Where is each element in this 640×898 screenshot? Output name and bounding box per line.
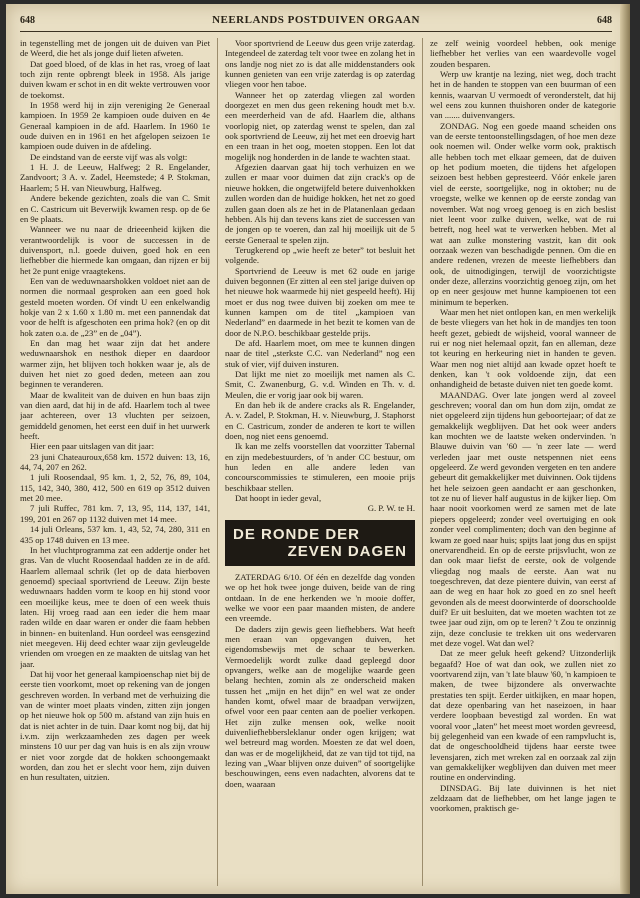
paragraph: ZONDAG. Nog een goede maand scheiden ons van de eerste tentoonstellingsdagen, of hoe men deze ook noemen wil. Onder welke vorm ook, praktisch alle hebben toch met elkaar gemeen, dat de duiven op het podium moeten, die tijdens het afgelopen seizoen best hebben gepresteerd. Vóór enkele jaren viel de eerste, soortgelijke, nog in oktober; nu de vroegste, welke we kennen op de eerste zondag van november. Wat nog vroeg genoeg is en zich beslist niet leent voor zulke duiven, welke, wat de rui betreft, nog heel wat te verwerken hebben. Met al wat aan zulke monstering vastzit, kan dit ook oorzaak wezen van beschadigde pennen. Om die en andere redenen, vrezen de meeste liefhebbers dan ook, de uitnodigingen, terwijl de voorzichtigste onder deze, allerzins voorzichtig genoeg zijn, om het op en neer gesjouw met hunne kampioenen tot een minimum te beperken.	[430, 120, 616, 307]
result-line: 1 juli Roosendaal, 95 km. 1, 2, 52, 76, 89, 104, 115, 142, 340, 380, 412, 500 en 619 op 3512 duiven met 20 mee.	[20, 472, 210, 504]
page-number-right: 648	[596, 15, 612, 26]
paragraph: Dat hij voor het generaal kampioenschap niet bij de eerste tien voorkomt, moet op rekening van de jongen geschreven worden. In verband met de verhuizing die van de winter moet plaats vinden, zitten zijn jongen op het nieuwe hok op 500 m. afstand van zijn huis en dat is niet achter in de tuin. Daar komt nog bij, dat hij i.v.m. zijn werkzaamheden zes dagen per week minstens 10 uur per dag van huis is en als zijn vrouw er niet voor zorgde dat de hokken schoongemaakt worden, dan zou het er slecht voor hem, zijn duiven en hun resultaten, uitzien.	[20, 668, 210, 783]
paragraph: Hier een paar uitslagen van dit jaar:	[30, 441, 154, 452]
publication-title: NEERLANDS POSTDUIVEN ORGAAN	[212, 14, 420, 26]
column-divider	[217, 38, 218, 886]
paragraph: En dan heb ik de andere cracks als R. Engelander, A. v. Zadel, P. Stokman, H. v. Nieuwburg, J. Staphorst en C. Castricum, zonder de anderen te kort te willen doen, nog niet eens genoemd.	[225, 400, 415, 442]
paragraph: De afd. Haarlem moet, om mee te kunnen dingen naar de titel „sterkste C.C. van Nederland” nog een stuk of vier, vijf duiven insturen.	[225, 337, 415, 369]
result-line: 23 juni Chateauroux,658 km. 1572 duiven: 13, 16, 44, 74, 207 en 262.	[20, 451, 210, 473]
paragraph: 1 H. J. de Leeuw, Halfweg; 2 R. Engelander, Zandvoort; 3 A. v. Zadel, Heemstede; 4 P. Stokman, Haarlem; 5 H. van Nieuwburg, Halfweg.	[20, 162, 210, 193]
section-heading-box	[225, 520, 415, 566]
paragraph: Dat goed bloed, of de klas in het ras, vroeg of laat toch zijn rente opbrengt bleek in 1958. Als jarige duiven kwam er schot in en dit wekte vertrouwen voor de toekomst.	[20, 58, 210, 100]
paragraph: Een van de weduwnaarshokken voldoet niet aan de normen die normaal gesproken aan een goed hok gesteld moeten worden. Of vindt U een enkelwandig hokje van 2 x 1.60 x 1.80 m. met een pannendak dat voor de helft is afgeschoten een prima hok? (en op dit hok zaten o.a. de „23” en de „04”).	[20, 275, 210, 338]
paragraph: Maar de kwaliteit van de duiven en hun baas zijn van dien aard, dat hij in de afd. Haarlem toch al twee jaar achtereen, over 13 vluchten per seizoen, gemiddeld genomen, het eerst een duif in het uurwerk heeft.	[20, 389, 210, 442]
paragraph: ZATERDAG 6/10. Of één en dezelfde dag vonden we op het hok twee jonge duiven, beide van de ring ontdaan. In de ene herkenden we 'n mooie doffer, welke we voor een paar maanden misten, de andere een vreemde.	[225, 571, 415, 624]
section-heading-line-1: DE RONDE DER	[233, 525, 361, 543]
header-rule	[20, 31, 612, 32]
paragraph: Dat lijkt me niet zo moeilijk met namen als C. Smit, C. Zwanenburg, G. v.d. Winden en Th. v. d. Meulen, die er vorig jaar ook bij waren.	[225, 369, 415, 400]
paragraph: Terugkerend op „wie heeft ze beter” tot besluit het volgende.	[225, 244, 415, 266]
paragraph: Afgezien daarvan gaat hij toch verhuizen en we zullen er maar voor duimen dat zijn crack's op de nieuwe hokken, die ongetwijfeld betere duivenhokken zullen worden dan de huidige hokken, het net zo goed zullen gaan doen als ze het in de Platanenlaan gedaan hebben. Als hij dan tevens kans ziet de successen van de jongen op te voeren, dan zal hij moeilijk uit de 5 eerste Generaal te spelen zijn.	[225, 162, 415, 245]
page-binding	[620, 4, 630, 894]
paragraph: MAANDAG. Over late jongen werd al zoveel geschreven; vooral dan om hun dom zijn, omdat ze niet opgeleerd zijn tijdens hun geboortejaar; of dat ze gemakkelijk wegblijven. Dat het ook weer anders kan mochten we de laatste weken ondervinden. 'n Blauwe duivin van '60 — 'n zeer late — werd verleden jaar met ouste netspennen niet eens opgeleerd. Ze werd gevonden vergeten en ten andere gebeurt dit gemakkelijker met duivinnen. Ook tijdens het hele seizoen geen aandacht er aan geschonken, tot ze nu of liever half augustus in de kijker liep. Om haar nooit voorkomen werd ze samen met de late piepers opgeleerd; zonder veel overtuiging en ook zonder veel complimenten; doch van den beginne af kwam ze goed naar huis; spijts laat jong dus en spijst onervarendheid. En op de eerste prijsvlucht, won ze dan ook maar liefst de eerste, ook de volgende vliegdag nog maals de eerste. Aan wat nu toegeschreven, dat deze pientere duivin, van eerst af aan de weg en haar hok zo goed en zo snel heeft gevonden als de meest doorwinterde of doorschoolde duif? Er uit besluiten, dat we moeten wachten tot ze twee jaar oud zijn, om op te leren? 't Zou te onzinnig zijn, deze conclusie te trekken uit ons wedervaren met deze vogel. Wat dan wel?	[430, 389, 616, 648]
column-1	[20, 38, 210, 886]
paragraph: En dan mag het waar zijn dat het andere weduwnaarshok en nesthok dieper en daardoor warmer zijn, het blijven toch hokken waar je, als de duiven het niet zo goed deden, meteen aan zou beginnen te veranderen.	[20, 337, 210, 390]
paragraph: Ik kan me zelfs voorstellen dat voorzitter Tabernal en zijn medebestuurders, of 'n ander CC bestuur, om hun leden en alle andere leden van concourscommissies te stimuleren, een mooie prijs beschikbaar stellen.	[225, 441, 415, 493]
paragraph: in tegenstelling met de jongen uit de duiven van Piet de Weerd, die het als jonge duif lieten afweten.	[20, 38, 210, 59]
paragraph: Wanneer we nu naar de drieeenheid kijken die verantwoordelijk is voor de successen in de duivensport, n.l. goede duiven, goed hok en een liefhebber die hiermede kan omgaan, dan rijzen er bij het 2e punt enige vraagtekens.	[20, 224, 210, 276]
result-line: 14 juli Orleans, 537 km. 1, 43, 52, 74, 280, 311 en 435 op 1748 duiven en 13 mee.	[20, 524, 210, 545]
paragraph: Dat hoopt in ieder geval,	[235, 493, 322, 504]
page-number-left: 648	[20, 15, 35, 26]
paragraph: Waar men het niet ontlopen kan, en men werkelijk de beste vliegers van het hok in de mandjes ten toon heeft gezet, gebiedt de wijsheid, vooral wanneer de rui er nog niet helemaal opzit, fan en alleman, deze tot keuring en herkeuring niet in handen te geven. Waar men nog niet altijd aan kwade opzet hoeft te denken, kan 't ook voldoende zijn, dat een onhandigheid de betaste duiven niet ten goede komt.	[430, 306, 616, 390]
page-header	[20, 14, 612, 30]
column-divider	[422, 38, 423, 886]
paragraph: In het vluchtprogramma zat een addertje onder het gras. Van de vlucht Roosendaal hadden ze in de afd. Haarlem allemaal schrik (let op de data hierboven genoemd) speciaal sportvriend de Leeuw. Zijn beste weduwnaars hadden vorm te koop en hij stond voor een moeilijke keus, mee te doen of een week thuis laten. Hij vroeg raad aan een ieder die hem maar raden wilde en daar waren er onder die faam hebben in binnen- en buitenland. Hun oordeel was eensgezind niet meegeven. Hij deed echter waar zijn gevleugelde vrienden om vroegen en ze maakten de uitslag van het jaar.	[20, 544, 210, 669]
column-3	[430, 38, 616, 886]
paragraph: De daders zijn gewis geen liefhebbers. Wat heeft men eraan van opgevangen duiven, het eigendomsbewijs met de schaar te bewerken. Vermoedelijk wordt zulke daad gepleegd door opvangers, welke aan de mogelijke waarde geen belang hechten, zomin als ze onderscheid maken tussen het „mijn en het dijn” en wel wat ze onder handen komt, ofwel maar de braadpan verwijzen, ofwel voor een paar centen aan de poelier verkopen. Het zijn zulke mensen ook, welke nooit duivenliefhebbersleklanur onder ogen krijgen; wat wel betreurd mag worden. Moesten ze dat wel doen, dan was er de mogelijkheid, dat ze van tijd tot tijd, na lezing van „Waar blijven onze duiven” of soortgelijke beschouwingen, eens even nadachten, alvorens dat te doen, waaraan	[225, 623, 415, 789]
paragraph: ze zelf weinig voordeel hebben, ook menige liefhebber het verlies van een waardevolle vogel zouden besparen.	[430, 38, 616, 69]
paragraph: In 1958 werd hij in zijn vereniging 2e Generaal kampioen. In 1959 2e kampioen oude duiven en 4e Generaal kampioen in de afd. Haarlem. In 1960 1e oude duiven en in 1961 en het afgelopen seizoen 1e kampioen oude duiven in de afdeling.	[20, 100, 210, 152]
paragraph: DINSDAG. Bij late duivinnen is het niet zeldzaam dat de liefhebber, om het lange jagen te voorkomen, praktisch ge-	[430, 782, 616, 814]
paragraph: Sportvriend de Leeuw is met 62 oude en jarige duiven begonnen (Er zitten al een stel jarige duiven op het nieuwe hok waarmede hij niet gespeeld heeft). Hij moet er dus nog twee duiven bij zoeken om mee te kunnen kampen om de titel „kampioen van Nederland” en daarmede in het bezit te komen van de door de N.P.O. beschikbaar gestelde prijs.	[225, 265, 415, 338]
paragraph: De eindstand van de eerste vijf was als volgt:	[30, 151, 188, 162]
section-heading-line-2: ZEVEN DAGEN	[287, 542, 407, 560]
paragraph: Voor sportvriend de Leeuw dus geen vrije zaterdag. Integendeel de zaterdag telt voor twee en zolang het in ons landje nog niet zo is dat alle middenstanders ook kunnen genieten van een vrije zaterdag is op zaterdag vliegen voor hen taboe.	[225, 38, 415, 90]
paragraph: Werp uw krantje na lezing, niet weg, doch tracht het in de handen te stoppen van een buurman of een kennis, waarvan U vermoedt of veronderstelt, dat hij wel eens zou kunnen thuishoren onder de kategorie van ....... duivenvangers.	[430, 69, 616, 121]
paragraph: Wanneer het op zaterdag vliegen zal worden doorgezet en men dus geen rekening houdt met b.v. een meerderheid van de afd. Haarlem die, althans voorlopig niet, op zaterdag wenst te spelen, dan zal ook sportvriend de Leeuw, zij het met een droevig hart en een traan in het oog, moeten stoppen. Een lot dat mogelijk nog honderden in de lande te wachten staat.	[225, 89, 415, 162]
column-2	[225, 38, 415, 886]
author-signature: G. P. W. te H.	[367, 503, 415, 514]
result-line: 7 juli Ruffec, 781 km. 7, 13, 95, 114, 137, 141, 199, 201 en 267 op 1132 duiven met 14 mee.	[20, 503, 210, 524]
paragraph: Dat ze meer geluk heeft gekend? Uitzonderlijk begaafd? Hoe of wat dan ook, we zullen niet zo voortvarend zijn, van 't late blauw '60, 'n kampioen te maken, de twee bijzondere als onverwachte prestaties ten spijt. Eerder uitkijken, en maar hopen, dat deze openbaring van het naseizoen, in haar verdere loopbaan bevestigd zal worden. En wat vooral voor „laten” het meest moet worden gevreesd, bij gelegenheid van een kwade of een rampvlucht is, dat de ongeschooldheid tijdens haar eerste twee levensjaren, zich met wreken zal en oorzaak zal zijn van gemakkelijker wegblijven dan duiven met meer routine en ondervinding.	[430, 648, 616, 783]
paragraph: Andere bekende gezichten, zoals die van C. Smit en C. Castricum uit Beverwijk kwamen resp. op de 6e en 9e plaats.	[20, 193, 210, 224]
newspaper-page	[6, 4, 630, 894]
